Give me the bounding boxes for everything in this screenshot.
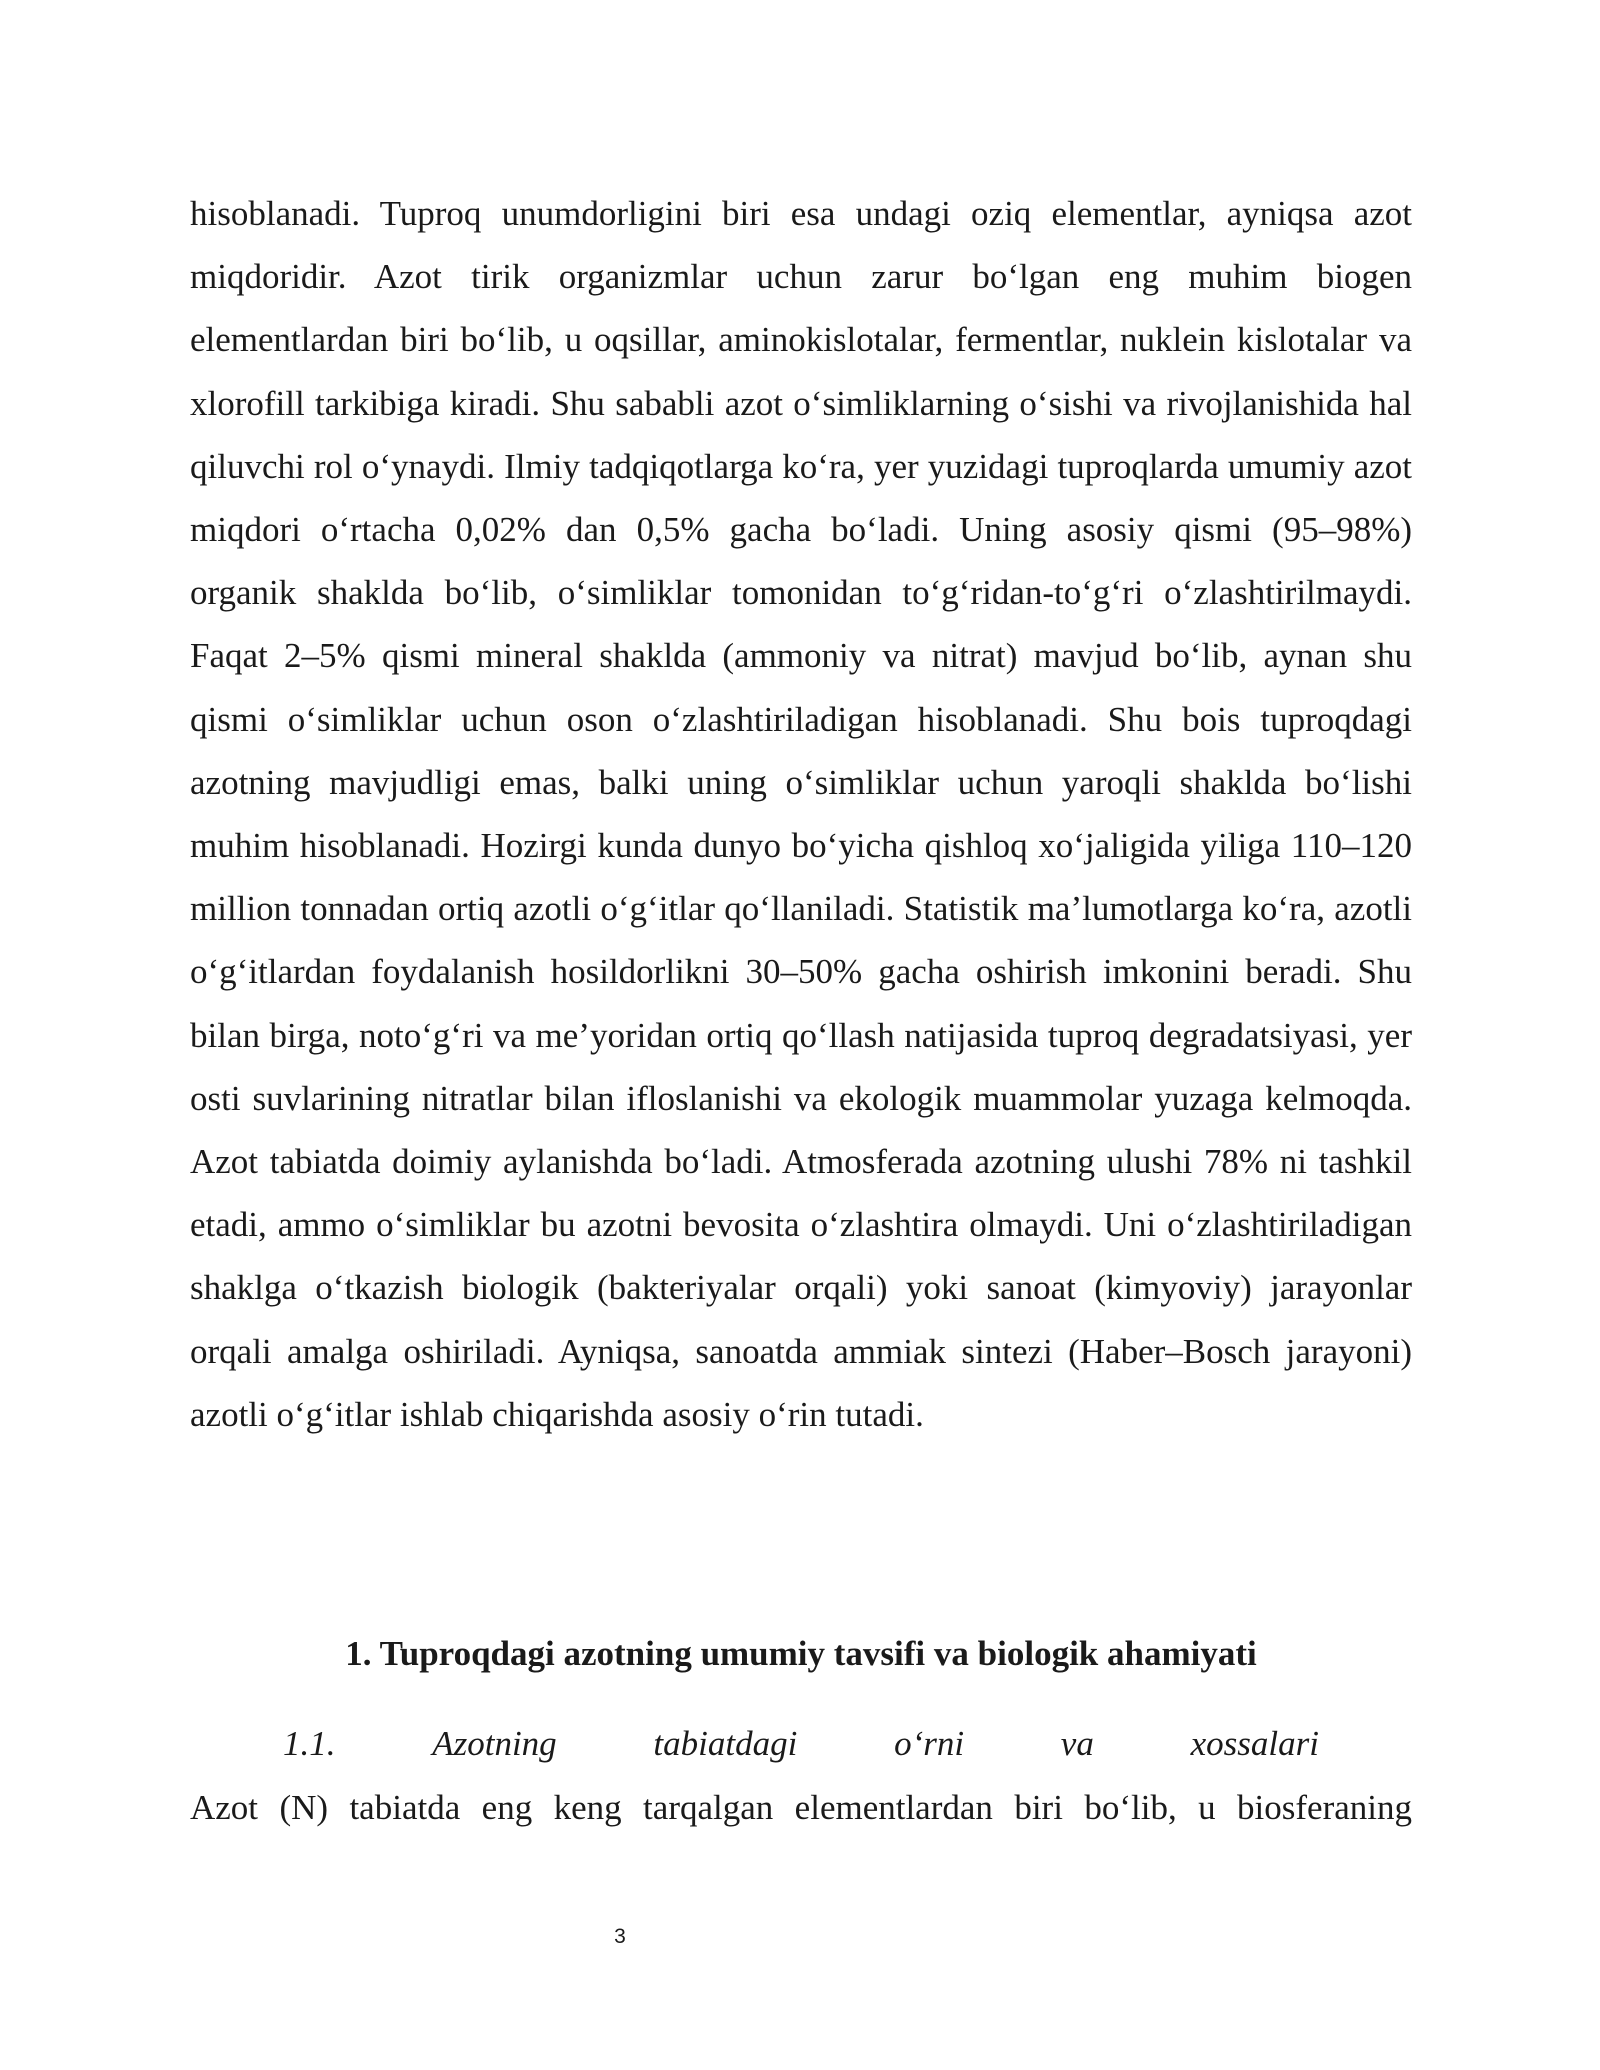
subsection-word: xossalari: [1190, 1724, 1319, 1763]
subsection-word: tabiatdagi: [653, 1724, 798, 1763]
subsection-word: Azotning: [432, 1724, 557, 1763]
section-heading: 1. Tuproqdagi azotning umumiy tavsifi va biologik ahamiyati: [345, 1634, 1257, 1673]
continuation-line: Azot (N) tabiatda eng keng tarqalgan elementlardan biri bo‘lib, u biosferaning: [190, 1788, 1412, 1827]
subsection-word: o‘rni: [894, 1724, 965, 1763]
body-paragraph: hisoblanadi. Tuproq unumdorligini biri esa undagi oziq elementlar, ayniqsa azot miqdoridir. Azot tirik organizmlar uchun zarur bo‘lgan eng muhim biogen elementlardan biri bo‘lib, u oqsillar, aminokislotalar, fermentlar, nuklein kislotalar va xlorofill tarkibiga kiradi. Shu sababli azot o‘simliklarning o‘sishi va rivojlanishida hal qiluvchi rol o‘ynaydi. Ilmiy tadqiqotlarga ko‘ra, yer yuzidagi tuproqlarda umumiy azot miqdori o‘rtacha 0,02% dan 0,5% gacha bo‘ladi. Uning asosiy qismi (95–98%) organik shaklda bo‘lib, o‘simliklar tomonidan to‘g‘ridan-to‘g‘ri o‘zlashtirilmaydi. Faqat 2–5% qismi mineral shaklda (ammoniy va nitrat) mavjud bo‘lib, aynan shu qismi o‘simliklar uchun oson o‘zlashtiriladigan hisoblanadi. Shu bois tuproqdagi azotning mavjudligi emas, balki uning o‘simliklar uchun yaroqli shaklda bo‘lishi muhim hisoblanadi. Hozirgi kunda dunyo bo‘yicha qishloq xo‘jaligida yiliga 110–120 million tonnadan ortiq azotli o‘g‘itlar qo‘llaniladi. Statistik ma’lumotlarga ko‘ra, azotli o‘g‘itlardan foydalanish hosildorlikni 30–50% gacha oshirish imkonini beradi. Shu bilan birga, noto‘g‘ri va me’yoridan ortiq qo‘llash natijasida tuproq degradatsiyasi, yer osti suvlarining nitratlar bilan ifloslanishi va ekologik muammolar yuzaga kelmoqda. Azot tabiatda doimiy aylanishda bo‘ladi. Atmosferada azotning ulushi 78% ni tashkil etadi, ammo o‘simliklar bu azotni bevosita o‘zlashtira olmaydi. Uni o‘zlashtiriladigan shaklga o‘tkazish biologik (bakteriyalar orqali) yoki sanoat (kimyoviy) jarayonlar orqali amalga oshiriladi. Ayniqsa, sanoatda ammiak sintezi (Haber–Bosch jarayoni) azotli o‘g‘itlar ishlab chiqarishda asosiy o‘rin tutadi.: [190, 194, 1412, 1434]
subsection-number: 1.1.: [283, 1724, 336, 1763]
subsection-word: va: [1060, 1724, 1094, 1763]
page-number: 3: [614, 1925, 626, 1948]
subsection-heading: [283, 1712, 1319, 1775]
